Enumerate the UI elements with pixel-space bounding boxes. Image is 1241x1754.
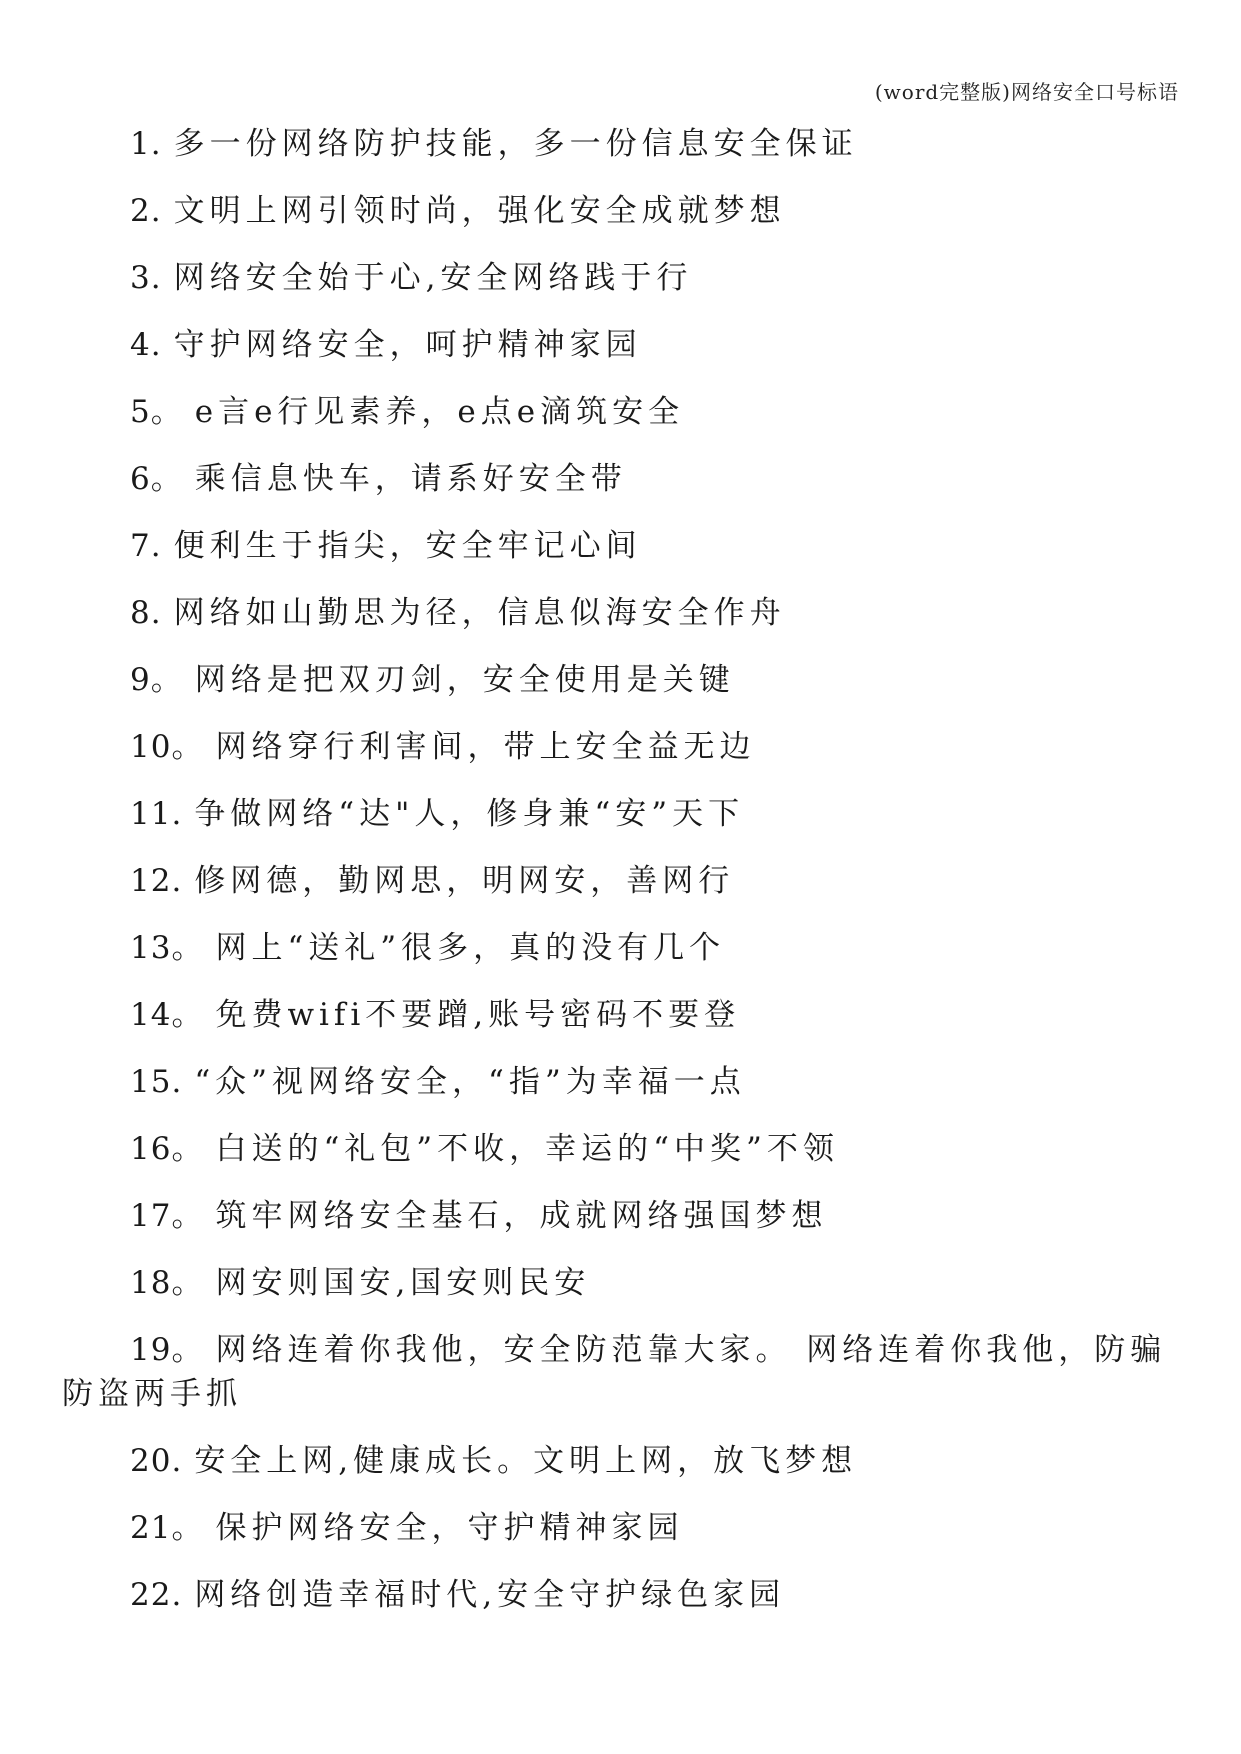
list-item bbox=[62, 457, 1172, 501]
item-number: 15. bbox=[130, 1064, 183, 1100]
item-number: 3. bbox=[130, 260, 162, 296]
item-number: 11. bbox=[130, 796, 183, 832]
item-number: 7. bbox=[130, 528, 162, 564]
slogan-list bbox=[62, 122, 1172, 1640]
item-text: 修网德，勤网思，明网安，善网行 bbox=[194, 863, 735, 899]
item-text: 网络如山勤思为径，信息似海安全作舟 bbox=[173, 595, 786, 631]
list-item bbox=[62, 1127, 1172, 1171]
item-number: 19。 bbox=[130, 1332, 204, 1368]
item-number: 16。 bbox=[130, 1131, 204, 1167]
list-item bbox=[62, 1194, 1172, 1238]
item-text: 网络是把双刃剑，安全使用是关键 bbox=[194, 662, 735, 698]
list-item bbox=[62, 189, 1172, 233]
list-item bbox=[62, 323, 1172, 367]
item-text: 安全上网,健康成长。文明上网，放飞梦想 bbox=[194, 1443, 858, 1479]
item-number: 14。 bbox=[130, 997, 204, 1033]
item-number: 20. bbox=[130, 1443, 183, 1479]
item-number: 21。 bbox=[130, 1510, 204, 1546]
item-text: 网安则国安,国安则民安 bbox=[215, 1265, 591, 1301]
item-number: 8. bbox=[130, 595, 162, 631]
item-text: 便利生于指尖，安全牢记心间 bbox=[173, 528, 642, 564]
list-item bbox=[62, 926, 1172, 970]
item-text: 守护网络安全，呵护精神家园 bbox=[173, 327, 642, 363]
item-number: 17。 bbox=[130, 1198, 204, 1234]
list-item bbox=[62, 591, 1172, 635]
item-text: 网络创造幸福时代,安全守护绿色家园 bbox=[194, 1577, 786, 1613]
item-number: 4. bbox=[130, 327, 162, 363]
item-number: 22. bbox=[130, 1577, 183, 1613]
list-item bbox=[62, 524, 1172, 568]
item-number: 9。 bbox=[130, 662, 183, 698]
list-item bbox=[62, 725, 1172, 769]
item-text: 乘信息快车，请系好安全带 bbox=[194, 461, 627, 497]
item-text: 网络连着你我他，安全防范靠大家。 网络连着你我他，防骗防盗两手抓 bbox=[62, 1332, 1167, 1412]
item-number: 6。 bbox=[130, 461, 183, 497]
item-text: e言e行见素养，e点e滴筑安全 bbox=[194, 394, 685, 430]
item-number: 13。 bbox=[130, 930, 204, 966]
item-text: 白送的“礼包”不收，幸运的“中奖”不领 bbox=[215, 1131, 839, 1167]
item-number: 2. bbox=[130, 193, 162, 229]
item-text: 免费wifi不要蹭,账号密码不要登 bbox=[215, 997, 741, 1033]
item-text: 筑牢网络安全基石，成就网络强国梦想 bbox=[215, 1198, 828, 1234]
item-number: 5。 bbox=[130, 394, 183, 430]
item-text: 保护网络安全，守护精神家园 bbox=[215, 1510, 684, 1546]
item-text: 争做网络“达"人，修身兼“安”天下 bbox=[194, 796, 745, 832]
list-item bbox=[62, 658, 1172, 702]
list-item bbox=[62, 859, 1172, 903]
list-item bbox=[62, 1261, 1172, 1305]
list-item bbox=[62, 1439, 1172, 1483]
list-item bbox=[62, 1506, 1172, 1550]
list-item bbox=[62, 792, 1172, 836]
item-text: 网上“送礼”很多，真的没有几个 bbox=[215, 930, 726, 966]
item-text: 文明上网引领时尚，强化安全成就梦想 bbox=[173, 193, 786, 229]
item-number: 18。 bbox=[130, 1265, 204, 1301]
list-item bbox=[62, 1060, 1172, 1104]
item-text: “众”视网络安全，“指”为幸福一点 bbox=[194, 1064, 746, 1100]
list-item bbox=[62, 122, 1172, 166]
item-text: 网络穿行利害间，带上安全益无边 bbox=[215, 729, 756, 765]
item-number: 10。 bbox=[130, 729, 204, 765]
list-item bbox=[62, 1573, 1172, 1617]
list-item bbox=[62, 993, 1172, 1037]
page-header: (word完整版)网络安全口号标语 bbox=[874, 80, 1179, 104]
item-text: 网络安全始于心,安全网络践于行 bbox=[173, 260, 693, 296]
list-item bbox=[62, 1328, 1172, 1416]
list-item bbox=[62, 256, 1172, 300]
item-number: 12. bbox=[130, 863, 183, 899]
item-text: 多一份网络防护技能，多一份信息安全保证 bbox=[173, 126, 858, 162]
list-item bbox=[62, 390, 1172, 434]
item-number: 1. bbox=[130, 126, 162, 162]
